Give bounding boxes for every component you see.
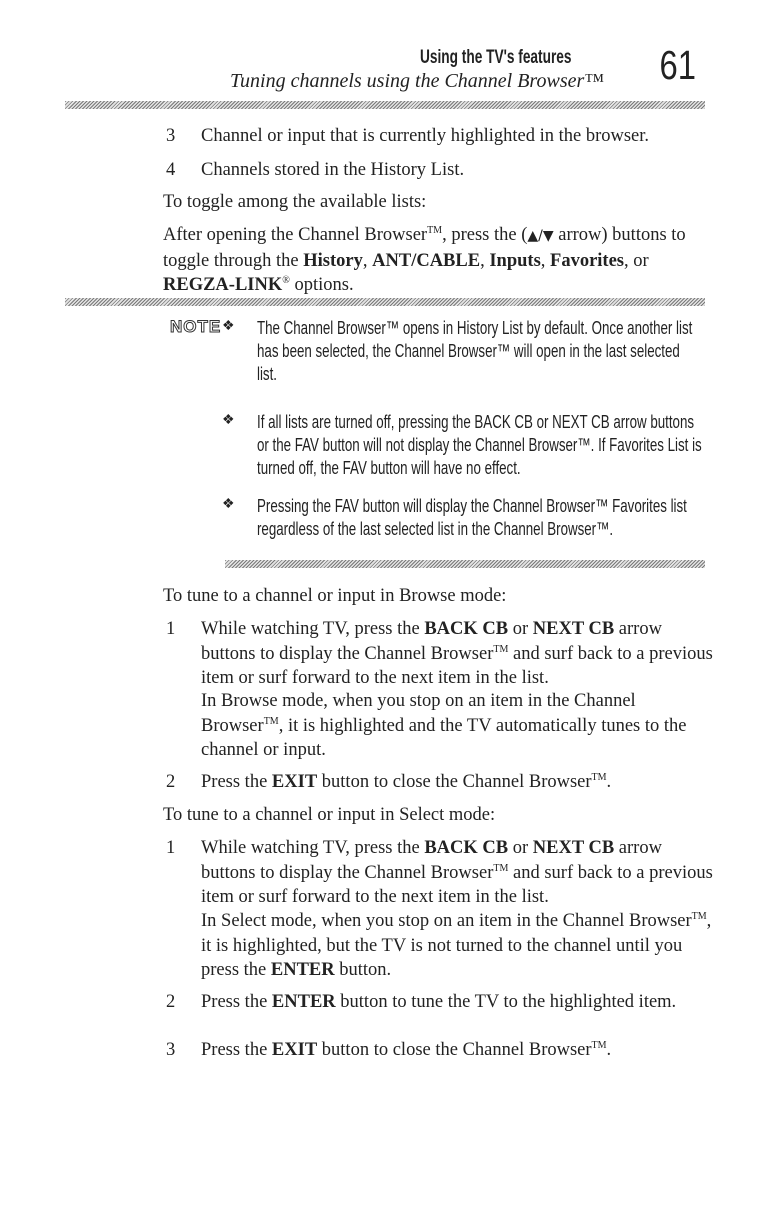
step-number: 2 bbox=[166, 992, 176, 1012]
step-number: 1 bbox=[166, 619, 176, 639]
header-divider bbox=[65, 101, 705, 109]
bullet-diamond-icon: ❖ bbox=[222, 413, 235, 428]
bullet-diamond-icon: ❖ bbox=[222, 497, 235, 512]
bullet-diamond-icon: ❖ bbox=[222, 319, 235, 334]
browse-step-1-detail: In Browse mode, when you stop on an item in the Channel Browser™, it is highlighted and the TV automatically tunes to the channel or input. bbox=[201, 691, 687, 760]
browse-step-2: Press the EXIT button to close the Channel Browser™. bbox=[201, 771, 612, 792]
select-step-3: Press the EXIT button to close the Channel Browser™. bbox=[201, 1039, 612, 1060]
subsection-title: Tuning channels using the Channel Browser™ bbox=[230, 70, 604, 92]
note-item: Pressing the FAV button will display the Channel Browser™ Favorites list regardless of the last selected list in the Channel Browser™. bbox=[257, 495, 687, 539]
browse-intro: To tune to a channel or input in Browse mode: bbox=[163, 586, 507, 606]
list-item-number: 4 bbox=[166, 160, 176, 180]
step-number: 2 bbox=[166, 772, 176, 792]
note-divider-bottom bbox=[225, 560, 705, 568]
select-intro: To tune to a channel or input in Select mode: bbox=[163, 805, 496, 825]
step-number: 1 bbox=[166, 838, 176, 858]
step-number: 3 bbox=[166, 1040, 176, 1060]
note-item: If all lists are turned off, pressing the BACK CB or NEXT CB arrow buttons or the FAV button will not display the Channel Browser™. If Favorites List is turned off, the FAV button will have no effect. bbox=[257, 411, 702, 478]
select-step-1-detail: In Select mode, when you stop on an item in the Channel Browser™, it is highlighted, but the TV is not turned to the channel until you press the ENTER button. bbox=[201, 910, 712, 980]
browse-step-1: While watching TV, press the BACK CB or NEXT CB arrow buttons to display the Channel Browser™ and surf back to a previous item or surf forward to the next item in the list. bbox=[201, 619, 713, 688]
up-down-arrow-icon: ▲/▼ bbox=[527, 228, 554, 244]
list-item: Channel or input that is currently highlighted in the browser. bbox=[201, 126, 650, 146]
page-number: 61 bbox=[659, 42, 697, 88]
section-title: Using the TV's features bbox=[420, 47, 572, 68]
toggle-paragraph: After opening the Channel Browser™, press the (▲/▼ arrow) buttons to toggle through the History, ANT/CABLE, Inputs, Favorites, or REGZA-LINK® options. bbox=[163, 224, 686, 295]
select-step-1: While watching TV, press the BACK CB or NEXT CB arrow buttons to display the Channel Browser™ and surf back to a previous item or surf forward to the next item in the list. bbox=[201, 838, 713, 907]
toggle-intro: To toggle among the available lists: bbox=[163, 192, 427, 212]
select-step-2: Press the ENTER button to tune the TV to the highlighted item. bbox=[201, 992, 677, 1012]
note-divider-top bbox=[65, 298, 705, 306]
list-item: Channels stored in the History List. bbox=[201, 160, 465, 180]
note-item: The Channel Browser™ opens in History List by default. Once another list has been selected, the Channel Browser™ will open in the last selected list. bbox=[257, 317, 693, 384]
note-label: NOTE bbox=[170, 317, 222, 336]
list-item-number: 3 bbox=[166, 126, 176, 146]
